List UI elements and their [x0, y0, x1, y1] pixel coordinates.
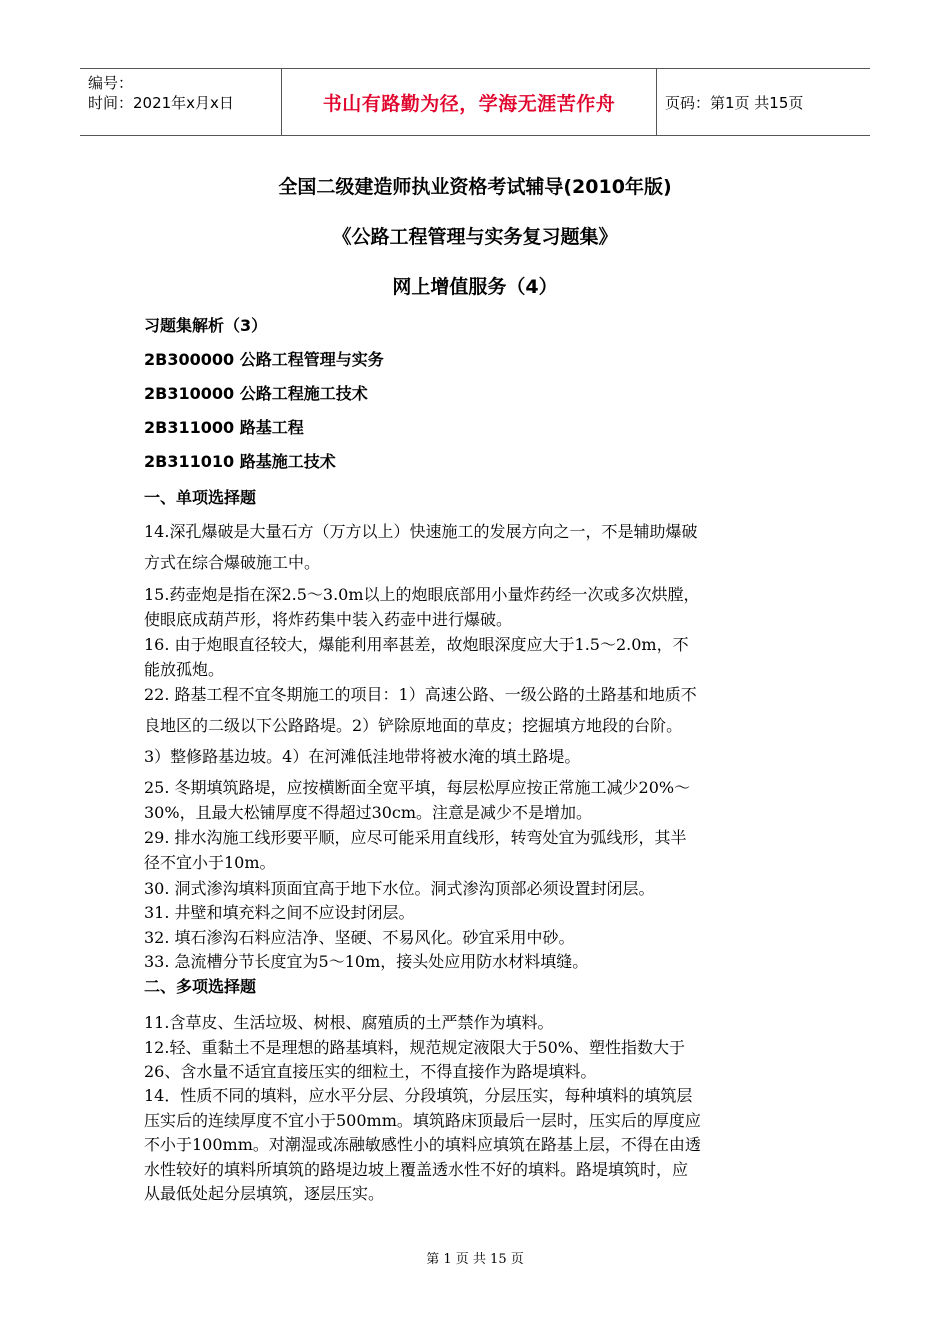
section-heading: 2B300000 公路工程管理与实务	[144, 350, 384, 369]
doc-title-1: 全国二级建造师执业资格考试辅导(2010年版)	[278, 176, 672, 198]
section-heading: 习题集解析（3）	[144, 316, 268, 335]
section-heading: 一、单项选择题	[144, 488, 257, 507]
body-text-line: 22. 路基工程不宜冬期施工的项目：1）高速公路、一级公路的土路基和地质不	[144, 685, 697, 704]
body-text-line: 14．性质不同的填料，应水平分层、分段填筑，分层压实，每种填料的填筑层	[144, 1086, 693, 1105]
body-text-line: 11.含草皮、生活垃圾、树根、腐殖质的土严禁作为填料。	[144, 1013, 554, 1032]
header-page-cell	[657, 69, 870, 135]
doc-title-3: 网上增值服务（4）	[392, 276, 558, 298]
header-motto-cell	[281, 69, 657, 135]
body-text-line: 33. 急流槽分节长度宜为5～10m，接头处应用防水材料填缝。	[144, 952, 589, 971]
body-text-line: 不小于100mm。对潮湿或冻融敏感性小的填料应填筑在路基上层，不得在由透	[144, 1135, 701, 1154]
body-text-line: 3）整修路基边坡。4）在河滩低洼地带将被水淹的填土路堤。	[144, 747, 581, 766]
section-heading: 2B311010 路基施工技术	[144, 452, 336, 471]
body-text-line: 压实后的连续厚度不宜小于500mm。填筑路床顶最后一层时，压实后的厚度应	[144, 1111, 701, 1130]
section-heading: 二、多项选择题	[144, 977, 257, 996]
header-left-cell	[80, 69, 281, 135]
body-text-line: 26、含水量不适宜直接压实的细粒土，不得直接作为路堤填料。	[144, 1062, 597, 1081]
body-text-line: 水性较好的填料所填筑的路堤边坡上覆盖透水性不好的填料。路堤填筑时，应	[144, 1160, 689, 1179]
body-text-line: 能放孤炮。	[144, 660, 225, 679]
body-text-line: 使眼底成葫芦形，将炸药集中装入药壶中进行爆破。	[144, 610, 513, 629]
body-text-line: 30. 洞式渗沟填料顶面宜高于地下水位。洞式渗沟顶部必须设置封闭层。	[144, 879, 655, 898]
body-text-line: 径不宜小于10m。	[144, 853, 276, 872]
body-text-line: 15.药壶炮是指在深2.5～3.0m以上的炮眼底部用小量炸药经一次或多次烘膛，	[144, 585, 700, 604]
body-text-line: 方式在综合爆破施工中。	[144, 553, 321, 572]
body-text-line: 32. 填石渗沟石料应洁净、坚硬、不易风化。砂宜采用中砂。	[144, 928, 575, 947]
body-text-line: 12.轻、重黏土不是理想的路基填料，规范规定液限大于50%、塑性指数大于	[144, 1038, 686, 1057]
section-heading: 2B311000 路基工程	[144, 418, 304, 437]
body-text-line: 31. 井壁和填充料之间不应设封闭层。	[144, 903, 415, 922]
body-text-line: 16. 由于炮眼直径较大，爆能利用率甚差，故炮眼深度应大于1.5～2.0m，不	[144, 635, 689, 654]
header-table	[80, 68, 870, 136]
page-footer: 第 1 页 共 15 页	[426, 1252, 524, 1267]
motto-text: 书山有路勤为径，学海无涯苦作舟	[322, 92, 616, 115]
body-text-line: 29. 排水沟施工线形要平顺，应尽可能采用直线形，转弯处宜为弧线形，其半	[144, 828, 687, 847]
doc-title-2: 《公路工程管理与实务复习题集》	[332, 226, 618, 248]
body-text-line: 14.深孔爆破是大量石方（万方以上）快速施工的发展方向之一，不是辅助爆破	[144, 522, 698, 541]
body-text-line: 30%，且最大松铺厚度不得超过30cm。注意是减少不是增加。	[144, 803, 593, 822]
time-label: 时间：2021年x月x日	[88, 94, 234, 112]
section-heading: 2B310000 公路工程施工技术	[144, 384, 368, 403]
number-label: 编号：	[88, 74, 134, 92]
page-info: 页码：第1页 共15页	[665, 93, 804, 112]
body-text-line: 良地区的二级以下公路路堤。2）铲除原地面的草皮；挖掘填方地段的台阶。	[144, 716, 683, 735]
body-text-line: 25. 冬期填筑路堤，应按横断面全宽平填，每层松厚应按正常施工减少20%～	[144, 778, 691, 797]
body-text-line: 从最低处起分层填筑，逐层压实。	[144, 1184, 385, 1203]
